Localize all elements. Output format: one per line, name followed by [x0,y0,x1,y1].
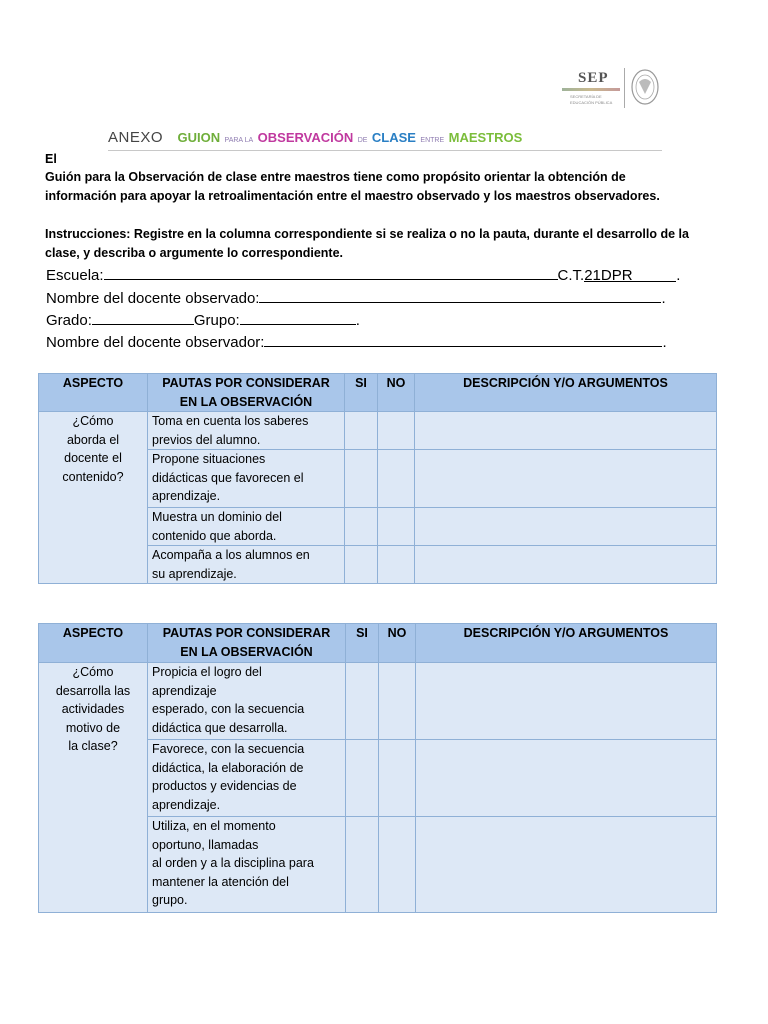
table-row [39,412,717,450]
ct-value[interactable]: 21DPR [584,266,676,282]
pauta-cell: Acompaña a los alumnos en su aprendizaje. [148,546,345,584]
no-cell[interactable] [378,412,415,450]
header-aspecto: ASPECTO [39,374,148,412]
pauta-cell: Favorece, con la secuencia didáctica, la elaboración de productos y evidencias de aprendizaje. [148,740,346,817]
escuela-label: Escuela: [46,267,104,284]
docente-observado-field[interactable] [46,287,666,309]
si-cell[interactable] [345,508,378,546]
pauta-cell: Utiliza, en el momento oportuno, llamadas al orden y a la disciplina para mantener la atención del grupo. [148,817,346,913]
instructions-line-1: Instrucciones: Registre en la columna correspondiente si se realiza o no la pauta, durante el desarrollo de la [45,227,689,241]
docente-observador-label: Nombre del docente observador: [46,334,265,351]
sep-logo-text: SEP [578,70,609,86]
descripcion-cell[interactable] [415,508,717,546]
banner-para-la: PARA LA [224,137,254,144]
si-cell[interactable] [345,412,378,450]
no-cell[interactable] [379,663,416,740]
grado-grupo-field[interactable] [46,309,360,331]
descripcion-cell[interactable] [416,663,717,740]
si-cell[interactable] [345,546,378,584]
pauta-cell: Propone situaciones didácticas que favorecen el aprendizaje. [148,450,345,508]
banner-entre: ENTRE [420,137,445,144]
no-cell[interactable] [378,450,415,508]
si-cell[interactable] [346,663,379,740]
header-pautas: PAUTAS POR CONSIDERAR EN LA OBSERVACIÓN [148,624,346,663]
intro-line-1: Guión para la Observación de clase entre maestros tiene como propósito orientar la obtención de [45,170,626,184]
logo-subtitle-2: EDUCACIÓN PÚBLICA [570,100,613,105]
si-cell[interactable] [345,450,378,508]
banner-maestros: MAESTROS [448,130,523,145]
logo-subtitle-1: SECRETARÍA DE [570,94,602,99]
observation-table-2 [38,623,717,913]
mexico-seal-icon [630,68,660,106]
grupo-period: . [355,312,360,329]
docente-observador-period: . [662,334,667,351]
descripcion-cell[interactable] [415,412,717,450]
docente-observado-period: . [661,290,666,307]
banner-rule [108,150,662,151]
observation-table-1 [38,373,717,584]
intro-line-0: El [45,152,57,166]
descripcion-cell[interactable] [415,546,717,584]
banner-clase: CLASE [371,130,416,145]
document-banner [108,128,522,148]
ct-label: C.T. [557,267,585,284]
banner-de: DE [357,137,368,144]
si-cell[interactable] [346,740,379,817]
logo-color-bar [562,88,620,91]
descripcion-cell[interactable] [415,450,717,508]
escuela-period: . [676,267,681,284]
table-row [39,663,717,740]
si-cell[interactable] [346,817,379,913]
no-cell[interactable] [378,508,415,546]
grado-label: Grado: [46,312,92,329]
header-descripcion: DESCRIPCIÓN Y/O ARGUMENTOS [416,624,717,663]
no-cell[interactable] [379,740,416,817]
no-cell[interactable] [378,546,415,584]
sep-logo [560,66,670,112]
pauta-cell: Muestra un dominio del contenido que aborda. [148,508,345,546]
aspect-cell: ¿Cómo desarrolla las actividades motivo de la clase? [39,663,148,913]
header-si: SI [345,374,378,412]
header-aspecto: ASPECTO [39,624,148,663]
banner-anexo: ANEXO [108,129,164,146]
aspect-cell: ¿Cómo aborda el docente el contenido? [39,412,148,584]
pauta-cell: Toma en cuenta los saberes previos del alumno. [148,412,345,450]
descripcion-cell[interactable] [416,817,717,913]
header-no: NO [379,624,416,663]
banner-observacion: OBSERVACIÓN [257,130,354,145]
banner-guion: GUION [177,130,221,145]
descripcion-cell[interactable] [416,740,717,817]
header-pautas: PAUTAS POR CONSIDERAR EN LA OBSERVACIÓN [148,374,345,412]
logo-divider [624,68,625,108]
grado-line[interactable] [92,309,194,325]
no-cell[interactable] [379,817,416,913]
header-si: SI [346,624,379,663]
escuela-field[interactable] [46,264,680,286]
grupo-line[interactable] [240,309,356,325]
intro-line-2: información para apoyar la retroalimentación entre el maestro observado y los maestros observadores. [45,189,660,203]
docente-observado-line[interactable] [259,287,661,303]
header-descripcion: DESCRIPCIÓN Y/O ARGUMENTOS [415,374,717,412]
table-header-row [39,624,717,663]
escuela-line[interactable] [104,264,558,280]
pauta-cell: Propicia el logro del aprendizaje esperado, con la secuencia didáctica que desarrolla. [148,663,346,740]
table-header-row [39,374,717,412]
grupo-label: Grupo: [193,312,240,329]
header-no: NO [378,374,415,412]
docente-observado-label: Nombre del docente observado: [46,290,260,307]
docente-observador-line[interactable] [264,331,662,347]
docente-observador-field[interactable] [46,331,667,353]
instructions-line-2: clase, y describa o argumente lo correspondiente. [45,246,344,260]
